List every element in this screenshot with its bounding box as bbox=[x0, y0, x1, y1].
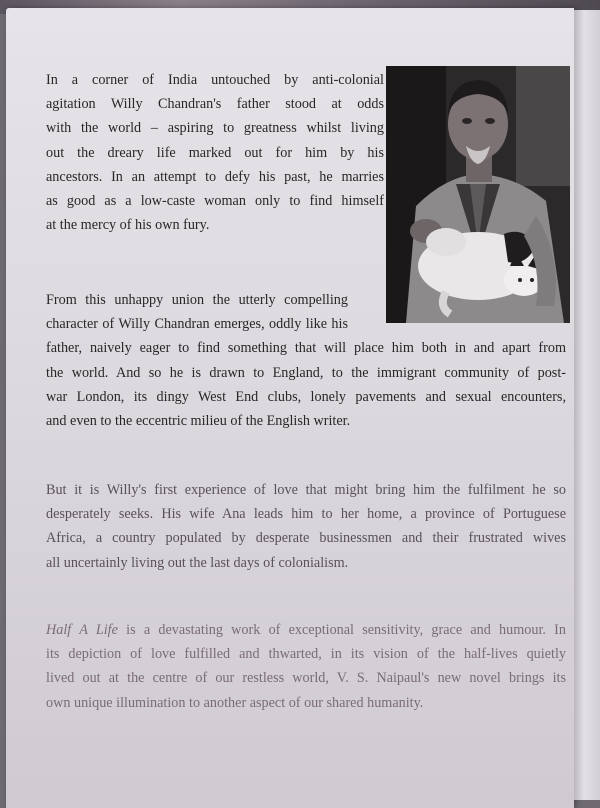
text-line-rest: is a devastating work of exceptional sensitivity, grace and humour. In bbox=[117, 622, 566, 638]
text-line: lived out at the centre of our restless world, V. S. Naipaul's new novel brings its bbox=[46, 670, 566, 687]
paragraph-3 bbox=[46, 478, 566, 575]
paragraph-2 bbox=[46, 288, 566, 433]
text-line: From this unhappy union the utterly compelling bbox=[46, 292, 348, 308]
text-line: character of Willy Chandran emerges, oddly like his bbox=[46, 316, 348, 333]
text-line: Africa, a country populated by desperate businessmen and their frustrated wives bbox=[46, 530, 566, 547]
book-title: Half A Life bbox=[46, 622, 118, 638]
text-line: at the mercy of his own fury. bbox=[46, 217, 210, 234]
text-line: desperately seeks. His wife Ana leads him to her home, a province of Portuguese bbox=[46, 506, 566, 523]
paragraph-4 bbox=[46, 618, 566, 715]
book-spine-edge bbox=[574, 10, 600, 800]
text-line: as good as a low-caste woman only to find himself bbox=[46, 193, 384, 210]
text-line: father, naively eager to find something that will place him both in and apart from bbox=[46, 340, 566, 357]
text-line: and even to the eccentric milieu of the English writer. bbox=[46, 413, 351, 430]
text-line bbox=[46, 618, 566, 642]
paragraph-1 bbox=[46, 68, 384, 237]
text-line: all uncertainly living out the last days of colonialism. bbox=[46, 554, 349, 571]
text-line: war London, its dingy West End clubs, lonely pavements and sexual encounters, bbox=[46, 388, 566, 405]
text-line: agitation Willy Chandran's father stood at odds bbox=[46, 96, 384, 113]
text-line: out the dreary life marked out for him by his bbox=[46, 144, 384, 161]
text-line: with the world – aspiring to greatness whilst living bbox=[46, 120, 384, 137]
text-line: the world. And so he is drawn to England, to the immigrant community of post- bbox=[46, 364, 566, 381]
text-line: its depiction of love fulfilled and thwarted, in its vision of the half-lives quietly bbox=[46, 646, 566, 663]
text-line: own unique illumination to another aspect of our shared humanity. bbox=[46, 694, 424, 711]
author-photo bbox=[386, 66, 570, 323]
text-line: But it is Willy's first experience of love that might bring him the fulfilment he so bbox=[46, 482, 566, 498]
text-line: ancestors. In an attempt to defy his past, he marries bbox=[46, 168, 384, 185]
text-line: In a corner of India untouched by anti-colonial bbox=[46, 72, 384, 88]
